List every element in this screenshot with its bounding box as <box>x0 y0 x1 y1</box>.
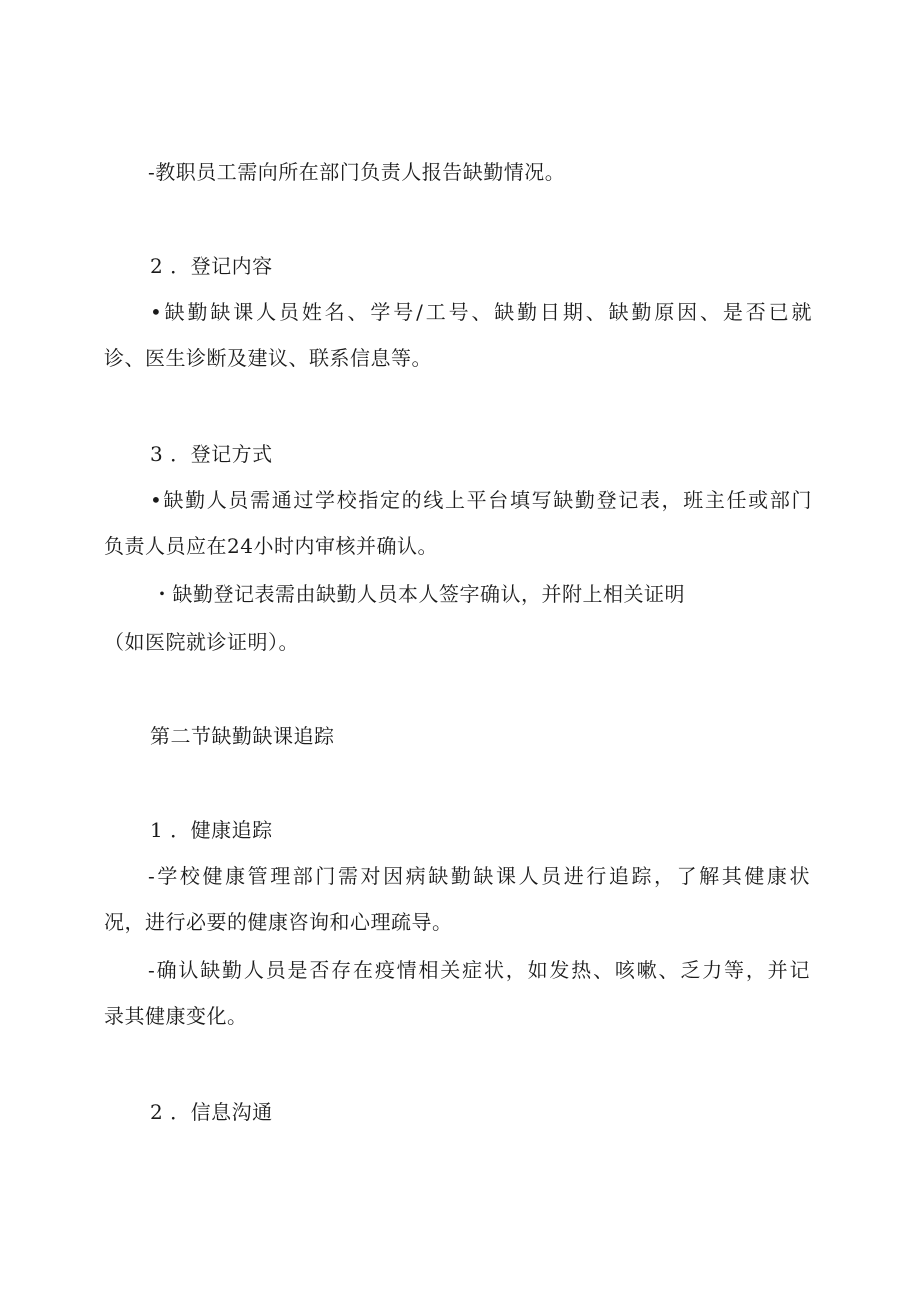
text-line-health-4: 录其健康变化。 <box>104 1004 248 1028</box>
text-line-method-3: ・缺勤登记表需由缺勤人员本人签字确认，并附上相关证明 <box>152 582 685 606</box>
text-line-health-3: -确认缺勤人员是否存在疫情相关症状，如发热、咳嗽、乏力等，并记 <box>148 958 810 982</box>
text-line-health-1: -学校健康管理部门需对因病缺勤缺课人员进行追踪，了解其健康状 <box>148 864 810 888</box>
heading-info-communication: 2 ．信息沟通 <box>150 1100 273 1124</box>
text-line-content-2: 诊、医生诊断及建议、联系信息等。 <box>104 346 432 370</box>
heading-registration-content: 2 ．登记内容 <box>150 254 273 278</box>
section-heading-tracking: 第二节缺勤缺课追踪 <box>150 724 335 748</box>
text-line-method-1: •缺勤人员需通过学校指定的线上平台填写缺勤登记表，班主任或部门 <box>150 488 812 512</box>
text-line-method-4: （如医院就诊证明）。 <box>104 630 299 654</box>
text-line-staff-report: -教职员工需向所在部门负责人报告缺勤情况。 <box>148 160 566 184</box>
text-line-method-2: 负责人员应在24小时内审核并确认。 <box>104 534 438 558</box>
text-line-content-1: •缺勤缺课人员姓名、学号/工号、缺勤日期、缺勤原因、是否已就 <box>150 300 812 324</box>
text-line-health-2: 况，进行必要的健康咨询和心理疏导。 <box>104 910 453 934</box>
heading-health-tracking: 1 ．健康追踪 <box>150 818 273 842</box>
heading-registration-method: 3 ．登记方式 <box>150 442 273 466</box>
